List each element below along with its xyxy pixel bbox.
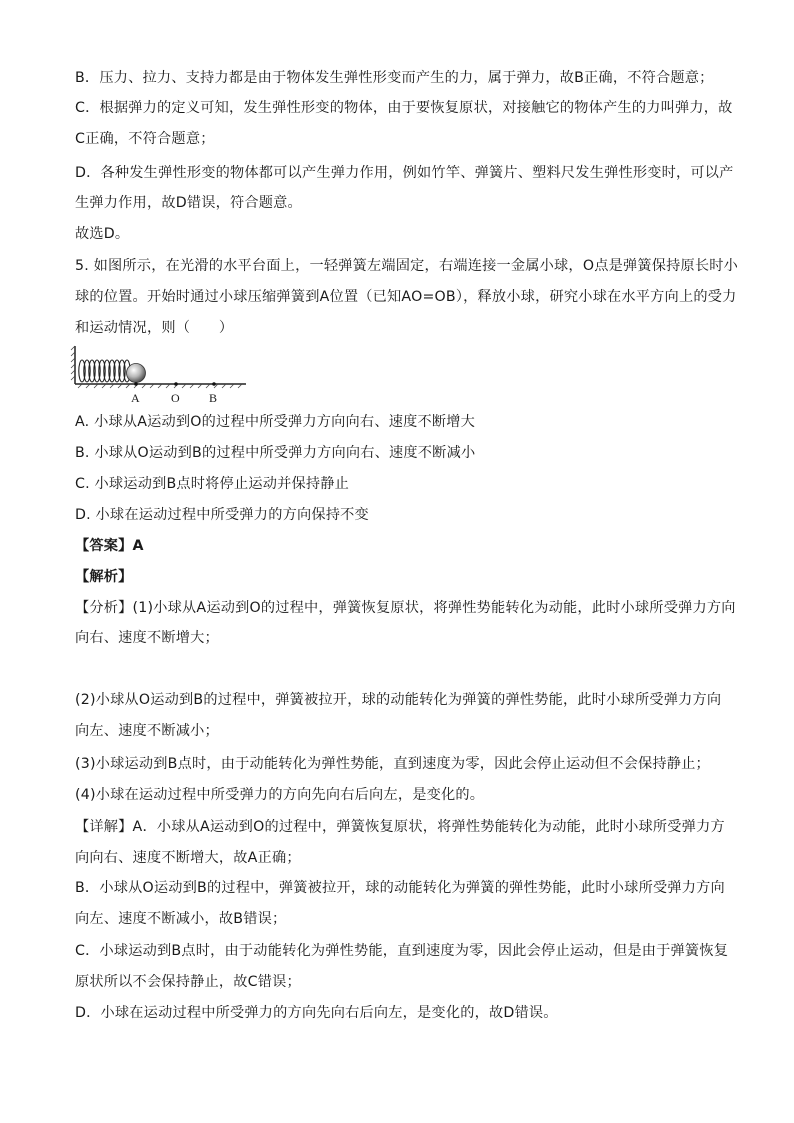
question-5-stem-line-1: 5. 如图所示，在光滑的水平台面上，一轻弹簧左端固定，右端连接一金属小球，O点是弹簧保持原长时小 [75, 258, 739, 274]
point-b-dot [212, 382, 216, 386]
point-b-label: B [209, 391, 218, 405]
analysis-line-2: 向右、速度不断增大； [75, 630, 219, 646]
text-line-option-c-explanation: C．根据弹力的定义可知，发生弹性形变的物体，由于要恢复原状，对接触它的物体产生的力叫弹力，故 [75, 100, 733, 116]
analysis-tag: 【解析】 [75, 569, 133, 585]
point-o-label: O [171, 391, 180, 405]
spring-ball-diagram [70, 340, 260, 408]
point-a-dot [134, 382, 138, 386]
question-5-stem-line-2: 球的位置。开始时通过小球压缩弹簧到A位置（已知AO=OB），释放小球，研究小球在水平方向上的受力 [75, 289, 737, 305]
option-c: C. 小球运动到B点时将停止运动并保持静止 [75, 476, 350, 492]
option-d: D. 小球在运动过程中所受弹力的方向保持不变 [75, 507, 369, 523]
text-line-option-c-explanation-cont: C正确，不符合题意； [75, 131, 215, 147]
spring-coils [79, 360, 130, 382]
text-line-option-d-explanation-cont: 生弹力作用，故D错误，符合题意。 [75, 195, 302, 211]
analysis-line-5: (3)小球运动到B点时，由于动能转化为弹性势能，直到速度为零，因此会停止运动但不会保持静止； [75, 756, 710, 772]
answer-tag: 【答案】A [75, 538, 144, 554]
point-a-label: A [131, 391, 140, 405]
detail-line-4: 向左、速度不断减小，故B错误； [75, 911, 287, 927]
spring-ball-figure [70, 340, 260, 408]
detail-line-7: D．小球在运动过程中所受弹力的方向先向右后向左，是变化的，故D错误。 [75, 1005, 558, 1021]
detail-line-3: B．小球从O运动到B的过程中，弹簧被拉开，球的动能转化为弹簧的弹性势能，此时小球所受弹力方向 [75, 880, 725, 896]
detail-line-1: 【详解】A．小球从A运动到O的过程中，弹簧恢复原状，将弹性势能转化为动能，此时小球所受弹力方 [75, 819, 725, 835]
analysis-line-1: 【分析】(1)小球从A运动到O的过程中，弹簧恢复原状，将弹性势能转化为动能，此时小球所受弹力方向 [75, 600, 736, 616]
analysis-line-3: (2)小球从O运动到B的过程中，弹簧被拉开，球的动能转化为弹簧的弹性势能，此时小球所受弹力方向 [75, 692, 722, 708]
option-a: A. 小球从A运动到O的过程中所受弹力方向向右、速度不断增大 [75, 414, 476, 430]
detail-line-2: 向向右、速度不断增大，故A正确； [75, 850, 301, 866]
detail-line-6: 原状所以不会保持静止，故C错误； [75, 974, 301, 990]
analysis-line-4: 向左、速度不断减小； [75, 723, 219, 739]
text-line-option-b-explanation: B．压力、拉力、支持力都是由于物体发生弹性形变而产生的力，属于弹力，故B正确，不符合题意； [75, 70, 714, 86]
analysis-line-6: (4)小球在运动过程中所受弹力的方向先向右后向左，是变化的。 [75, 787, 485, 803]
detail-line-5: C．小球运动到B点时，由于动能转化为弹性势能，直到速度为零，因此会停止运动，但是由于弹簧恢复 [75, 943, 729, 959]
metal-ball [127, 364, 146, 383]
text-line-option-d-explanation: D．各种发生弹性形变的物体都可以产生弹力作用，例如竹竿、弹簧片、塑料尺发生弹性形变时，可以产 [75, 165, 734, 181]
text-line-choose-d: 故选D。 [75, 226, 130, 242]
question-5-stem-line-3: 和运动情况，则（ ） [75, 320, 234, 336]
point-o-dot [174, 382, 178, 386]
option-b: B. 小球从O运动到B的过程中所受弹力方向向右、速度不断减小 [75, 445, 476, 461]
